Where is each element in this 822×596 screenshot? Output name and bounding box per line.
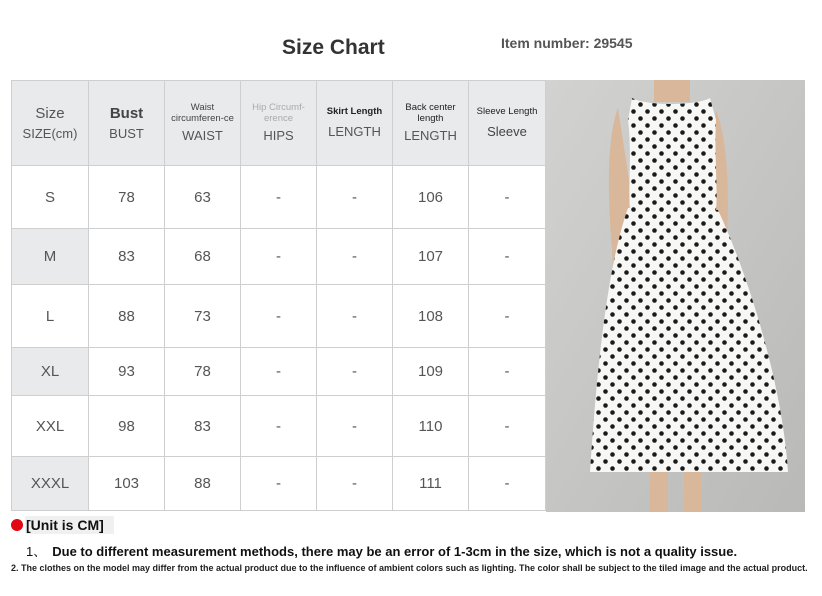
header-back-center-length-label: Back center length: [405, 102, 456, 124]
header-hips-label: Hip Circumf-erence: [252, 102, 305, 124]
measurement-note: [26, 541, 737, 560]
header-waist-label: Waist circumferen-ce: [171, 102, 234, 124]
size-cell: XL: [12, 348, 89, 396]
skirt-length-cell: -: [317, 285, 393, 348]
header-hips-sub: HIPS: [263, 127, 294, 143]
table-row: [12, 166, 546, 229]
unit-note-text: [Unit is CM]: [25, 516, 114, 534]
hips-cell: -: [241, 285, 317, 348]
bust-cell: 98: [89, 396, 165, 457]
size-cell: L: [12, 285, 89, 348]
bust-cell: 78: [89, 166, 165, 229]
measurement-note-number: 1、: [26, 544, 47, 559]
header-bust-label: Bust: [109, 104, 144, 122]
waist-cell: 68: [165, 229, 241, 285]
back-center-length-cell: 111: [393, 457, 469, 511]
header-hips: [241, 81, 317, 166]
bust-cell: 93: [89, 348, 165, 396]
sleeve-length-cell: -: [469, 457, 546, 511]
sleeve-length-cell: -: [469, 285, 546, 348]
header-bust-sub: BUST: [109, 126, 144, 142]
skirt-length-cell: -: [317, 348, 393, 396]
hips-cell: -: [241, 229, 317, 285]
header-size-sub: SIZE(cm): [22, 126, 78, 142]
hips-cell: -: [241, 348, 317, 396]
size-cell: M: [12, 229, 89, 285]
header-size-label: Size: [35, 104, 65, 122]
header-back-center-length: [393, 81, 469, 166]
size-cell: S: [12, 166, 89, 229]
header-bust: [89, 81, 165, 166]
sleeve-length-cell: -: [469, 348, 546, 396]
header-skirt-length-sub: LENGTH: [328, 123, 381, 139]
header-sleeve-length: [469, 81, 546, 166]
hips-cell: -: [241, 457, 317, 511]
sleeve-length-cell: -: [469, 166, 546, 229]
table-header-row: [12, 81, 546, 166]
back-center-length-cell: 107: [393, 229, 469, 285]
waist-cell: 73: [165, 285, 241, 348]
skirt-length-cell: -: [317, 457, 393, 511]
table-row: [12, 396, 546, 457]
header-skirt-length: [317, 81, 393, 166]
header-waist-sub: WAIST: [182, 127, 223, 143]
item-number: Item number: 29545: [501, 35, 633, 51]
page-title: Size Chart: [282, 36, 385, 59]
back-center-length-cell: 106: [393, 166, 469, 229]
size-cell: XXXL: [12, 457, 89, 511]
measurement-note-text: Due to different measurement methods, there may be an error of 1-3cm in the size, which is not a quality issue.: [52, 544, 738, 559]
sleeve-length-cell: -: [469, 229, 546, 285]
table-row: [12, 457, 546, 511]
table-row: [12, 348, 546, 396]
hips-cell: -: [241, 396, 317, 457]
bust-cell: 88: [89, 285, 165, 348]
waist-cell: 78: [165, 348, 241, 396]
color-note: 2. The clothes on the model may differ from the actual product due to the influence of ambient colors such as lighting. The color shall be subject to the tiled image and the actual product.: [11, 563, 808, 573]
bust-cell: 103: [89, 457, 165, 511]
header-waist: [165, 81, 241, 166]
header-back-center-length-sub: LENGTH: [404, 127, 457, 143]
unit-note: [11, 516, 114, 534]
skirt-length-cell: -: [317, 166, 393, 229]
hips-cell: -: [241, 166, 317, 229]
back-center-length-cell: 110: [393, 396, 469, 457]
size-chart-table: [11, 80, 546, 511]
sleeve-length-cell: -: [469, 396, 546, 457]
back-center-length-cell: 108: [393, 285, 469, 348]
waist-cell: 88: [165, 457, 241, 511]
back-center-length-cell: 109: [393, 348, 469, 396]
waist-cell: 63: [165, 166, 241, 229]
table-row: [12, 285, 546, 348]
skirt-length-cell: -: [317, 396, 393, 457]
skirt-length-cell: -: [317, 229, 393, 285]
header-sleeve-length-label: Sleeve Length: [476, 106, 538, 118]
bust-cell: 83: [89, 229, 165, 285]
red-dot-icon: [11, 519, 23, 531]
header-sleeve-length-sub: Sleeve: [487, 123, 527, 139]
model-photo: [546, 80, 805, 512]
size-cell: XXL: [12, 396, 89, 457]
table-row: [12, 229, 546, 285]
waist-cell: 83: [165, 396, 241, 457]
polka-dot-dress-image: [546, 80, 805, 512]
header-size: [12, 81, 89, 166]
header-skirt-length-label: Skirt Length: [326, 106, 383, 118]
